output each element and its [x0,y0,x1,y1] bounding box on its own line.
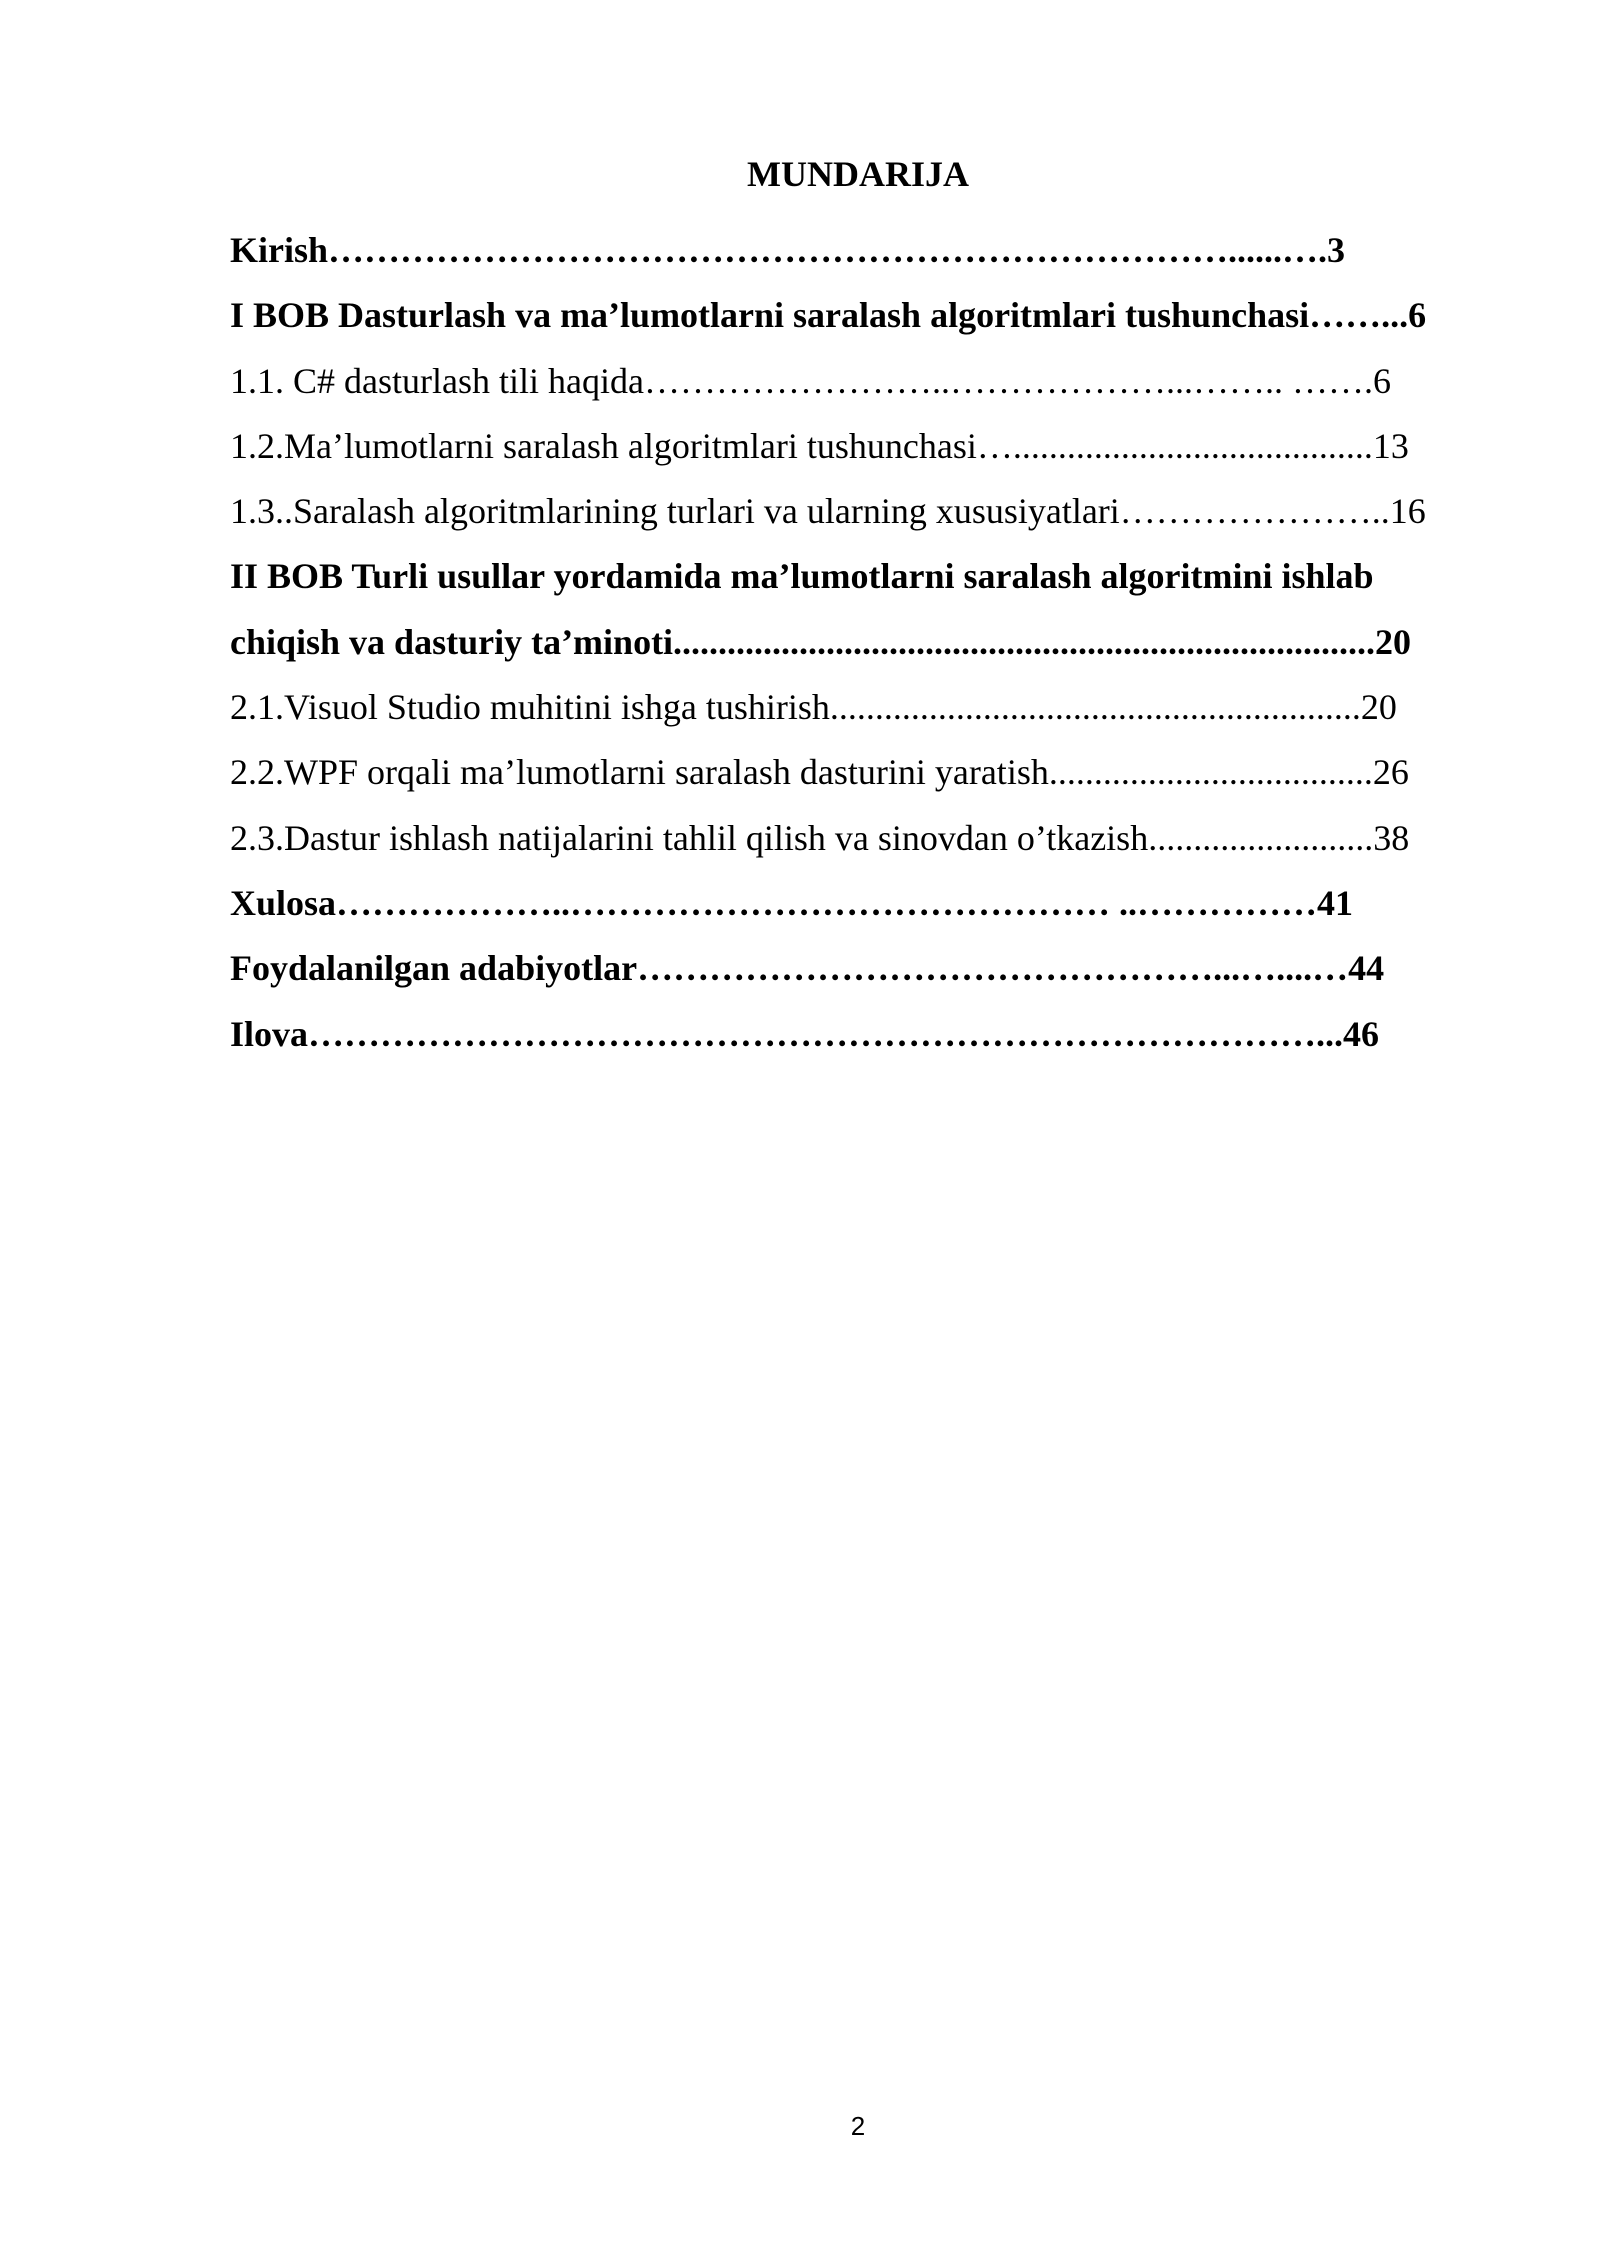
toc-entry-2-1: 2.1.Visuol Studio muhitini ishga tushirish...........................................................20 [230,687,1397,728]
toc-entry-ilova: Ilova…………………………………………………………………………...46 [230,1013,1380,1054]
toc-entry-2-3: 2.3.Dastur ishlash natijalarini tahlil qilish va sinovdan o’tkazish.........................38 [230,817,1410,858]
toc-entry-kirish: Kirish…………………………………………………………………......….3 [230,230,1346,270]
toc-entry-1-1: 1.1. C# dasturlash tili haqida……………………..………………...…….. …….6 [230,360,1391,401]
toc-entry-adabiyotlar: Foydalanilgan adabiyotlar…………………………………………...…....…44 [230,948,1385,989]
toc-title: MUNDARIJA [747,154,969,194]
toc-entry-chapter-2-line-1: II BOB Turli usullar yordamida ma’lumotlarni saralash algoritmini ishlab [230,556,1374,597]
table-of-contents [230,218,1490,1067]
toc-entry-chapter-2-line-2: chiqish va dasturiy ta’minoti..............................................................................20 [230,621,1412,662]
toc-entry-xulosa: Xulosa………………..……………………………………… ..……………41 [230,882,1354,923]
toc-entry-2-2: 2.2.WPF orqali ma’lumotlarni saralash dasturini yaratish....................................26 [230,752,1409,793]
toc-entry-1-2: 1.2.Ma’lumotlarni saralash algoritmlari tushunchasi…........................................13 [230,425,1409,466]
toc-entry-1-3: 1.3..Saralash algoritmlarining turlari va ularning xususiyatlari…………………..16 [230,491,1426,532]
toc-entry-chapter-1: I BOB Dasturlash va ma’lumotlarni saralash algoritmlari tushunchasi……...6 [230,295,1427,336]
page-number: 2 [850,2111,866,2141]
